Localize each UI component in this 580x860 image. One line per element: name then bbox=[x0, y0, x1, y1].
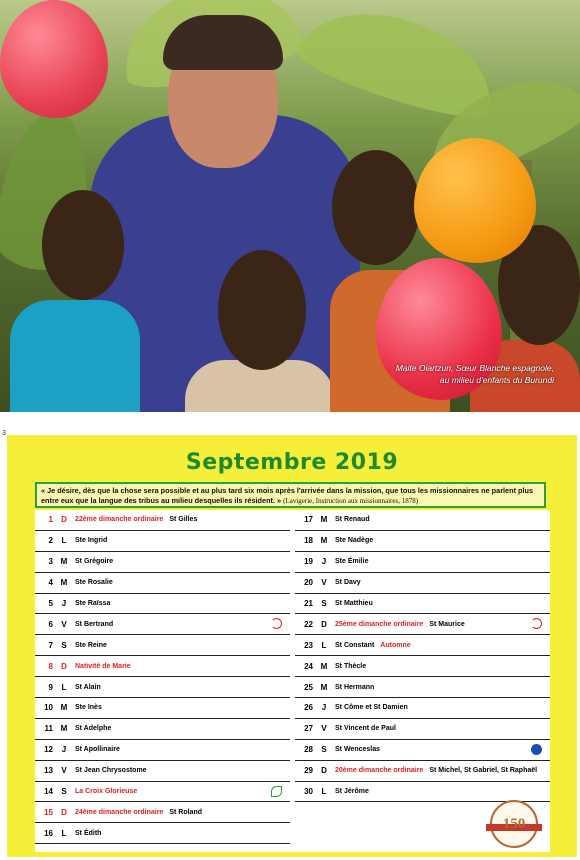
day-number: 28 bbox=[304, 745, 313, 755]
saint-name: St Jean Chrysostome bbox=[75, 767, 147, 775]
weekday-letter: M bbox=[60, 703, 68, 713]
calendar-day-row bbox=[295, 510, 550, 531]
child-right-face bbox=[332, 150, 420, 265]
day-number: 13 bbox=[44, 766, 53, 776]
saint-name: St Davy bbox=[335, 579, 361, 587]
saint-name: St Apollinaire bbox=[75, 746, 120, 754]
calendar-sheet bbox=[35, 510, 550, 852]
page-number: 3 bbox=[2, 430, 6, 437]
weekday-letter: J bbox=[61, 599, 67, 608]
saint-name: St Renaud bbox=[335, 516, 370, 524]
saint-name: Ste Émilie bbox=[335, 558, 369, 566]
saint-name: St Vincent de Paul bbox=[335, 725, 396, 733]
day-number: 29 bbox=[304, 766, 313, 776]
saint-name: Ste Ingrid bbox=[75, 537, 108, 545]
weekday-letter: L bbox=[61, 682, 67, 692]
day-number: 27 bbox=[304, 724, 313, 734]
day-number: 17 bbox=[304, 515, 313, 525]
day-number: 20 bbox=[304, 578, 313, 588]
weekday-letter: L bbox=[321, 787, 327, 797]
child-center-face bbox=[218, 250, 306, 370]
saint-name: St Roland bbox=[169, 808, 202, 816]
quote-text: « Je désire, dès que la chose sera possible et au plus tard six mois après l'arrivée dans la mission, que tous les missionnaires ne parlent plus entre eux que la langue des tribus au milieu desquelles ils résident. » bbox=[41, 486, 534, 505]
weekday-letter: M bbox=[60, 578, 68, 588]
calendar-day-row bbox=[295, 614, 550, 635]
calendar-day-row bbox=[295, 594, 550, 615]
weekday-letter: L bbox=[321, 640, 327, 650]
caption-line-1: Maite Oiartzun, Sœur Blanche espagnole, bbox=[395, 363, 554, 373]
quote-box bbox=[35, 482, 546, 508]
weekday-letter: S bbox=[321, 745, 327, 755]
feast-label: 24ème dimanche ordinaire bbox=[75, 808, 164, 816]
feast-label: La Croix Glorieuse bbox=[75, 788, 138, 796]
calendar-day-row bbox=[35, 740, 290, 761]
weekday-letter: M bbox=[320, 682, 328, 692]
calendar-day-row bbox=[295, 761, 550, 782]
weekday-letter: D bbox=[321, 619, 327, 629]
calendar-day-row bbox=[35, 656, 290, 677]
day-number: 4 bbox=[48, 578, 53, 588]
day-number: 16 bbox=[44, 828, 53, 838]
calendar-day-row bbox=[35, 531, 290, 552]
calendar-day-row bbox=[35, 635, 290, 656]
day-number: 21 bbox=[304, 599, 313, 608]
day-number: 23 bbox=[304, 640, 313, 650]
saint-name: St Maurice bbox=[429, 620, 465, 628]
calendar-day-row bbox=[35, 802, 290, 823]
day-number: 12 bbox=[44, 745, 53, 755]
day-number: 1 bbox=[48, 515, 53, 525]
season-label: Automne bbox=[380, 641, 411, 649]
feast-label: Nativité de Marie bbox=[75, 662, 131, 670]
day-number: 3 bbox=[48, 557, 53, 567]
calendar-day-row bbox=[295, 552, 550, 573]
calendar-day-row bbox=[35, 614, 290, 635]
weekday-letter: D bbox=[61, 807, 67, 817]
day-number: 8 bbox=[48, 661, 53, 671]
seal-text: 150 bbox=[502, 815, 526, 832]
calendar-day-row bbox=[295, 698, 550, 719]
day-number: 26 bbox=[304, 703, 313, 713]
quote-source: (Lavigerie, Instruction aux missionnaires, 1878) bbox=[283, 497, 419, 505]
feast-label: 22ème dimanche ordinaire bbox=[75, 516, 164, 524]
saint-name: Ste Rosalie bbox=[75, 579, 113, 587]
day-number: 15 bbox=[44, 807, 53, 817]
saint-name: St Édith bbox=[75, 829, 102, 837]
first-quarter-moon-icon bbox=[271, 618, 282, 629]
calendar-day-row bbox=[35, 677, 290, 698]
saint-name: St Constant bbox=[335, 641, 375, 649]
saint-name: St Jérôme bbox=[335, 788, 369, 796]
weekday-letter: V bbox=[321, 578, 327, 588]
day-number: 10 bbox=[44, 703, 53, 713]
day-number: 25 bbox=[304, 682, 313, 692]
saint-name: Ste Raïssa bbox=[75, 600, 111, 607]
saint-name: St Wenceslas bbox=[335, 746, 381, 754]
calendar-day-row bbox=[35, 552, 290, 573]
weekday-letter: D bbox=[61, 661, 67, 671]
day-number: 9 bbox=[48, 682, 53, 692]
saint-name: St Bertrand bbox=[75, 620, 114, 628]
weekday-letter: J bbox=[321, 557, 327, 567]
weekday-letter: D bbox=[61, 515, 67, 525]
weekday-letter: V bbox=[61, 766, 67, 776]
nun-hair bbox=[163, 15, 283, 70]
days-column-right bbox=[295, 510, 550, 802]
pink-balloon bbox=[0, 0, 108, 118]
weekday-letter: J bbox=[61, 745, 67, 755]
weekday-letter: D bbox=[321, 766, 327, 776]
saint-name: St Grégoire bbox=[75, 558, 114, 566]
day-number: 11 bbox=[44, 724, 53, 734]
full-moon-leaf-icon bbox=[271, 786, 282, 797]
saint-name: St Côme et St Damien bbox=[335, 704, 408, 712]
calendar-day-row bbox=[35, 510, 290, 531]
day-number: 18 bbox=[304, 536, 313, 546]
weekday-letter: V bbox=[321, 724, 327, 734]
day-number: 24 bbox=[304, 661, 313, 671]
weekday-letter: S bbox=[61, 640, 67, 650]
calendar-day-row bbox=[35, 823, 290, 844]
day-number: 6 bbox=[48, 619, 53, 629]
weekday-letter: L bbox=[61, 828, 67, 838]
saint-name: St Michel, St Gabriel, St Raphaël bbox=[429, 767, 538, 775]
day-number: 22 bbox=[304, 619, 313, 629]
calendar-day-row bbox=[35, 719, 290, 740]
photo-caption bbox=[396, 362, 554, 386]
calendar-day-row bbox=[35, 761, 290, 782]
calendar-day-row bbox=[295, 531, 550, 552]
feast-label: 25ème dimanche ordinaire bbox=[335, 620, 424, 628]
weekday-letter: L bbox=[61, 536, 67, 546]
caption-line-2: au milieu d'enfants du Burundi bbox=[439, 375, 554, 385]
weekday-letter: M bbox=[320, 515, 328, 525]
saint-name: St Alain bbox=[75, 683, 101, 691]
weekday-letter: M bbox=[320, 661, 328, 671]
child-left-face bbox=[42, 190, 124, 300]
saint-name: St Thècle bbox=[335, 662, 367, 670]
month-title: Septembre 2019 bbox=[185, 450, 399, 475]
weekday-letter: S bbox=[321, 599, 327, 608]
days-column-left bbox=[35, 510, 290, 844]
calendar-day-row bbox=[295, 656, 550, 677]
day-number: 2 bbox=[48, 536, 53, 546]
calendar-day-row bbox=[295, 719, 550, 740]
day-number: 5 bbox=[48, 599, 53, 608]
saint-name: St Matthieu bbox=[335, 600, 373, 607]
saint-name: Ste Reine bbox=[75, 641, 107, 649]
day-number: 14 bbox=[44, 787, 53, 797]
feast-label: 20ème dimanche ordinaire bbox=[335, 767, 424, 775]
calendar-day-row bbox=[295, 573, 550, 594]
last-quarter-moon-icon bbox=[531, 618, 542, 629]
weekday-letter: M bbox=[320, 536, 328, 546]
weekday-letter: S bbox=[61, 787, 67, 797]
day-number: 30 bbox=[304, 787, 313, 797]
weekday-letter: M bbox=[60, 724, 68, 734]
calendar-day-row bbox=[295, 677, 550, 698]
saint-name: St Adelphe bbox=[75, 725, 112, 733]
calendar-day-row bbox=[35, 698, 290, 719]
calendar-day-row bbox=[35, 594, 290, 615]
anniversary-seal bbox=[490, 800, 538, 848]
saint-name: St Hermann bbox=[335, 683, 375, 691]
header-photo bbox=[0, 0, 580, 412]
child-left-dress bbox=[10, 300, 140, 412]
orange-balloon bbox=[414, 138, 536, 263]
calendar-day-row bbox=[295, 635, 550, 656]
weekday-letter: M bbox=[60, 557, 68, 567]
calendar-panel bbox=[7, 435, 577, 857]
saint-name: Ste Inès bbox=[75, 704, 102, 712]
saint-name: St Gilles bbox=[169, 516, 198, 524]
weekday-letter: V bbox=[61, 619, 67, 629]
day-number: 7 bbox=[48, 640, 53, 650]
day-number: 19 bbox=[304, 557, 313, 567]
saint-name: Ste Nadège bbox=[335, 537, 374, 545]
weekday-letter: J bbox=[321, 703, 327, 713]
calendar-day-row bbox=[35, 782, 290, 803]
calendar-day-row bbox=[295, 740, 550, 761]
new-moon-icon bbox=[531, 744, 542, 755]
calendar-day-row bbox=[35, 573, 290, 594]
